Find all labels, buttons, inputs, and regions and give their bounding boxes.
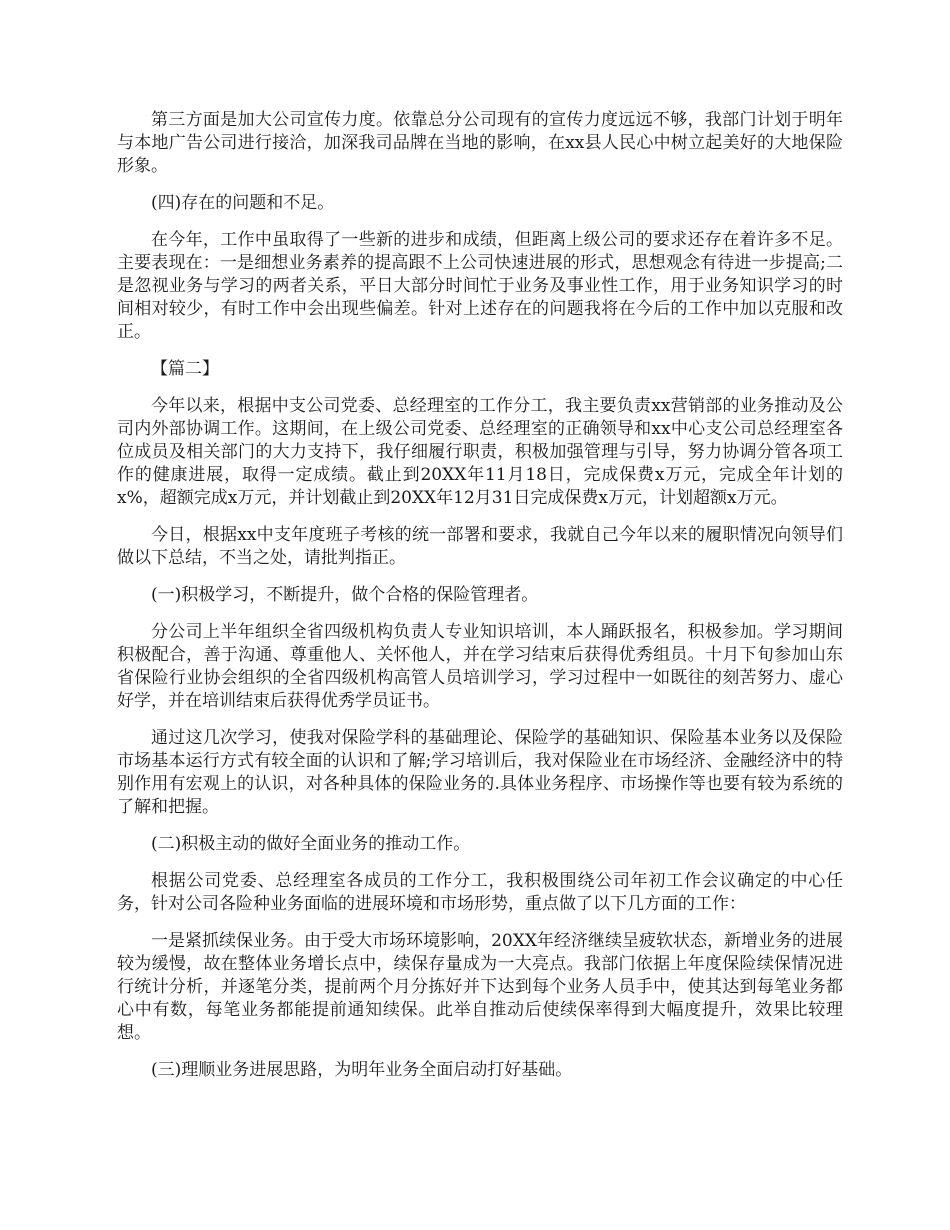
heading-next-year: (三)理顺业务进展思路，为明年业务全面启动打好基础。 (151, 1060, 573, 1080)
paragraph-publicity: 第三方面是加大公司宣传力度。依靠总分公司现有的宣传力度远远不够，我部门计划于明年与本地广告公司进行接洽，加深我司品牌在当地的影响，在xx县人民心中树立起美好的大地保险形象。 (117, 110, 843, 176)
paragraph-shortcomings: 在今年，工作中虽取得了一些新的进步和成绩，但距离上级公司的要求还存在着许多不足。主要表现在：一是细想业务素养的提高跟不上公司快速进展的形式，思想观念有待进一步提高;二是忽视业务与学习的两者关系，平日大部分时间忙于业务及事业性工作，用于业务知识学习的时间相对较少，有时工作中会出现些偏差。针对上述存在的问题我将在今后的工作中加以克服和改正。 (117, 230, 843, 342)
paragraph-summary-intro: 今日，根据xx中支年度班子考核的统一部署和要求，我就自己今年以来的履职情况向领导们做以下总结，不当之处，请批判指正。 (117, 525, 843, 568)
paragraph-overview: 今年以来，根据中支公司党委、总经理室的工作分工，我主要负责xx营销部的业务推动及公司内外部协调工作。这期间，在上级公司党委、总经理室的正确领导和xx中心支公司总经理室各位成员及相关部门的大力支持下，我仔细履行职责，积极加强管理与引导，努力协调分管各项工作的健康进展，取得一定成绩。截止到20XX年11月18日，完成保费x万元，完成全年计划的x%，超额完成x万元，并计划截止到20XX年12月31日完成保费x万元，计划超额x万元。 (117, 396, 843, 508)
paragraph-work-focus: 根据公司党委、总经理室各成员的工作分工，我积极围绕公司年初工作会议确定的中心任务，针对公司各险种业务面临的进展环境和市场形势，重点做了以下几方面的工作： (117, 871, 843, 914)
heading-business-promotion: (二)积极主动的做好全面业务的推动工作。 (151, 834, 471, 854)
paragraph-renewal: 一是紧抓续保业务。由于受大市场环境影响，20XX年经济继续呈疲软状态，新增业务的进展较为缓慢，故在整体业务增长点中，续保存量成为一大亮点。我部门依据上年度保险续保情况进行统计分析，并逐笔分类，提前两个月分拣好并下达到每个业务人员手中，使其达到每笔业务都心中有数，每笔业务都能提前通知续保。此举自推动后使续保率得到大幅度提升，效果比较理想。 (117, 931, 843, 1043)
heading-learning: (一)积极学习，不断提升，做个合格的保险管理者。 (151, 585, 539, 605)
document-body (117, 109, 843, 1096)
section-title-part-two: 【篇二】 (151, 359, 219, 379)
heading-problems: (四)存在的问题和不足。 (151, 193, 335, 213)
paragraph-training: 分公司上半年组织全省四级机构负责人专业知识培训，本人踊跃报名，积极参加。学习期间积极配合，善于沟通、尊重他人、关怀他人，并在学习结束后获得优秀组员。十月下旬参加山东省保险行业协会组织的全省四级机构高管人员培训学习，学习过程中一如既往的刻苦努力、虚心好学，并在培训结束后获得优秀学员证书。 (117, 622, 843, 711)
paragraph-learning-outcome: 通过这几次学习，使我对保险学科的基础理论、保险学的基础知识、保险基本业务以及保险市场基本运行方式有较全面的认识和了解;学习培训后，我对保险业在市场经济、金融经济中的特别作用有宏观上的认识，对各种具体的保险业务的.具体业务程序、市场操作等也要有较为系统的了解和把握。 (117, 728, 843, 817)
